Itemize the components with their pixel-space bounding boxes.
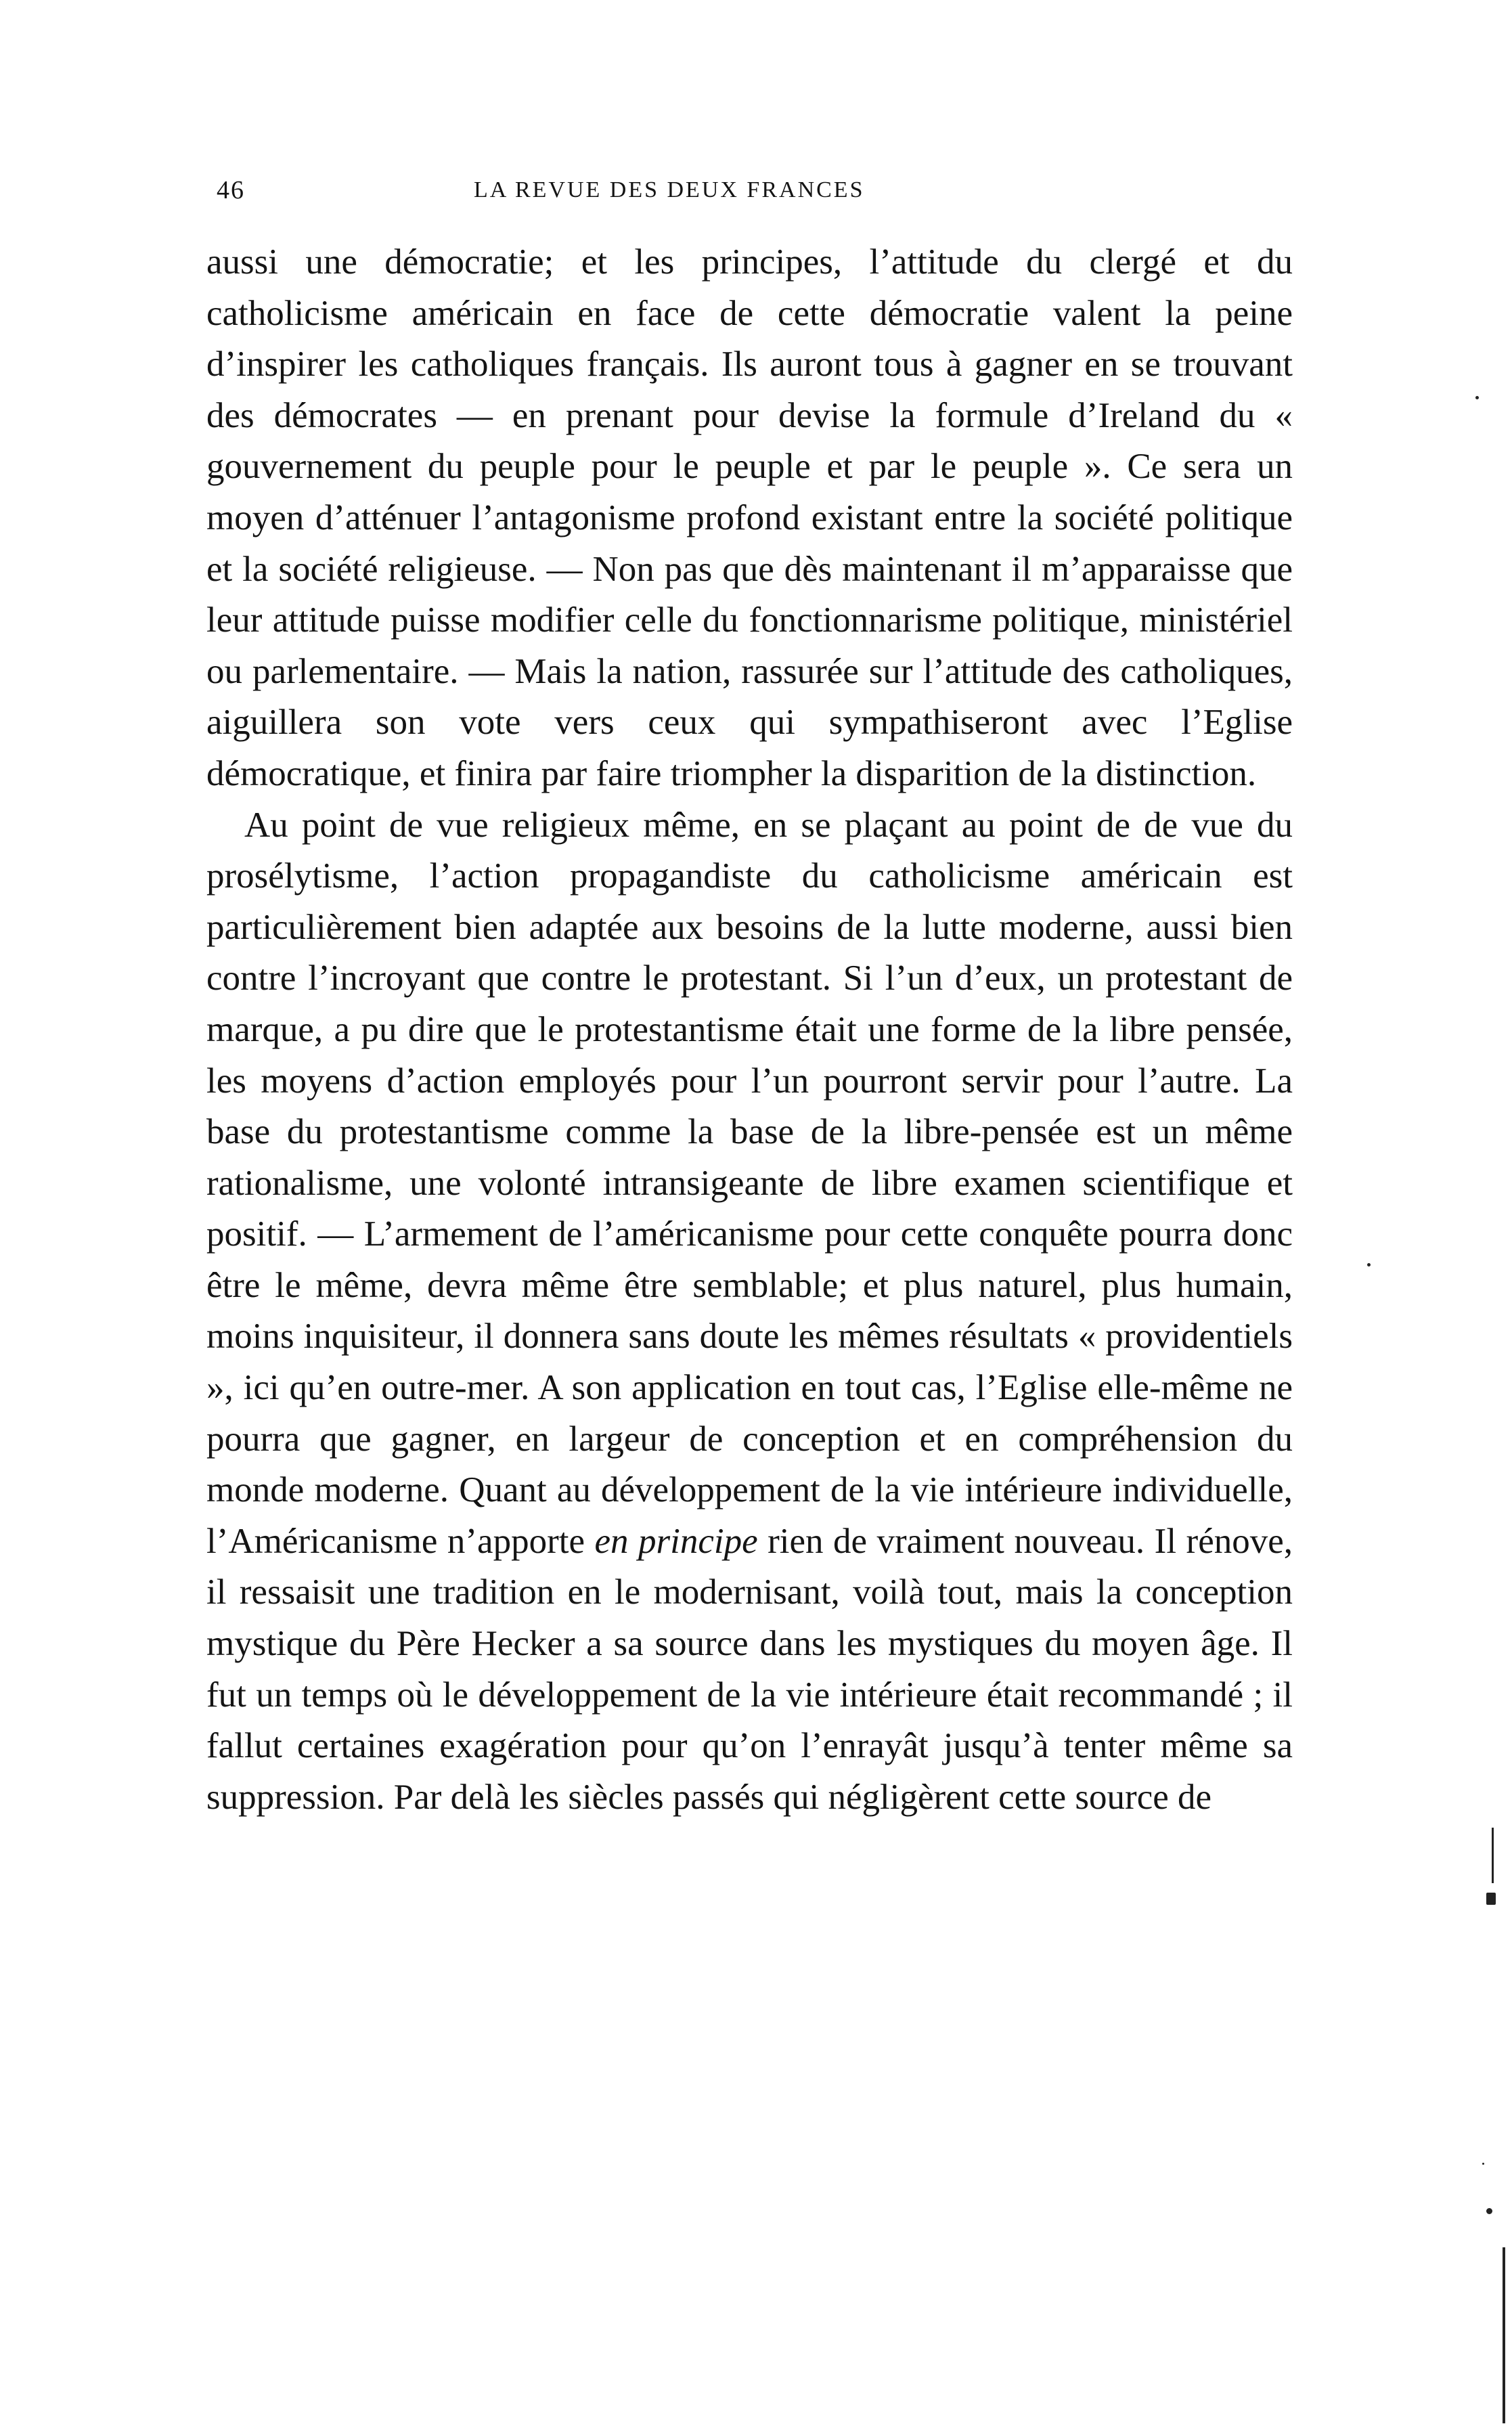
margin-rule (1492, 1828, 1494, 1883)
paragraph-2-text-before: Au point de vue religieux même, en se plaçant au point de de vue du prosélytisme, l’action propagandiste du catholicisme américain est particulièrement bien adaptée aux besoins de la lutte moderne, aussi bien contre l’incroyant que contre le protestant. Si l’un d’eux, un protestant de marque, a pu dire que le protestantisme était une forme de la libre pensée, les moyens d’action employés pour l’un pourront servir pour l’autre. La base du protestantisme comme la base de la libre-pensée est un même rationalisme, une volonté intransigeante de libre examen scientifique et positif. — L’armement de l’américanisme pour cette conquête pourra donc être le même, devra même être semblable; et plus naturel, plus humain, moins inquisiteur, il donnera sans doute les mêmes résultats « providentiels », ici qu’en outre-mer. A son application en tout cas, l’Eglise elle-même ne pourra que gagner, en largeur de conception et en compréhension du monde moderne. Quant au développement de la vie intérieure individuelle, l’Américanisme n’apporte (206, 805, 1293, 1561)
margin-speck (1486, 2208, 1492, 2214)
italic-phrase: en principe (594, 1521, 758, 1561)
body-text (206, 237, 1293, 1823)
running-title: LA REVUE DES DEUX FRANCES (474, 177, 865, 202)
margin-speck (1367, 1263, 1371, 1266)
running-head (217, 173, 988, 207)
margin-mark (1486, 1893, 1496, 1905)
margin-rule (1503, 2247, 1505, 2423)
paragraph-2-text-after: rien de vraiment nouveau. Il rénove, il ressaisit une tradition en le modernisant, voilà tout, mais la conception mystique du Père Hecker a sa source dans les mystiques du moyen âge. Il fut un temps où le développement de la vie intérieure était recommandé ; il fallut certaines exagération pour qu’on l’enrayât jusqu’à tenter même sa suppression. Par delà les siècles passés qui négligèrent cette source de (206, 1521, 1293, 1817)
paragraph-1: aussi une démocratie; et les principes, l’attitude du clergé et du catholicisme américain en face de cette démocratie valent la peine d’inspirer les catholiques français. Ils auront tous à gagner en se trouvant des démocrates — en prenant pour devise la formule d’Ireland du « gouvernement du peuple pour le peuple et par le peuple ». Ce sera un moyen d’atténuer l’antagonisme profond existant entre la société politique et la société religieuse. — Non pas que dès maintenant il m’apparaisse que leur attitude puisse modifier celle du fonctionnarisme politique, ministériel ou parlementaire. — Mais la nation, rassurée sur l’attitude des catholiques, aiguillera son vote vers ceux qui sympathiseront avec l’Eglise démocratique, et finira par faire triompher la disparition de la distinction. (206, 242, 1293, 793)
page-number: 46 (217, 176, 245, 204)
margin-speck (1482, 2163, 1484, 2165)
margin-speck (1475, 396, 1479, 399)
paragraph-2 (206, 800, 1293, 1824)
